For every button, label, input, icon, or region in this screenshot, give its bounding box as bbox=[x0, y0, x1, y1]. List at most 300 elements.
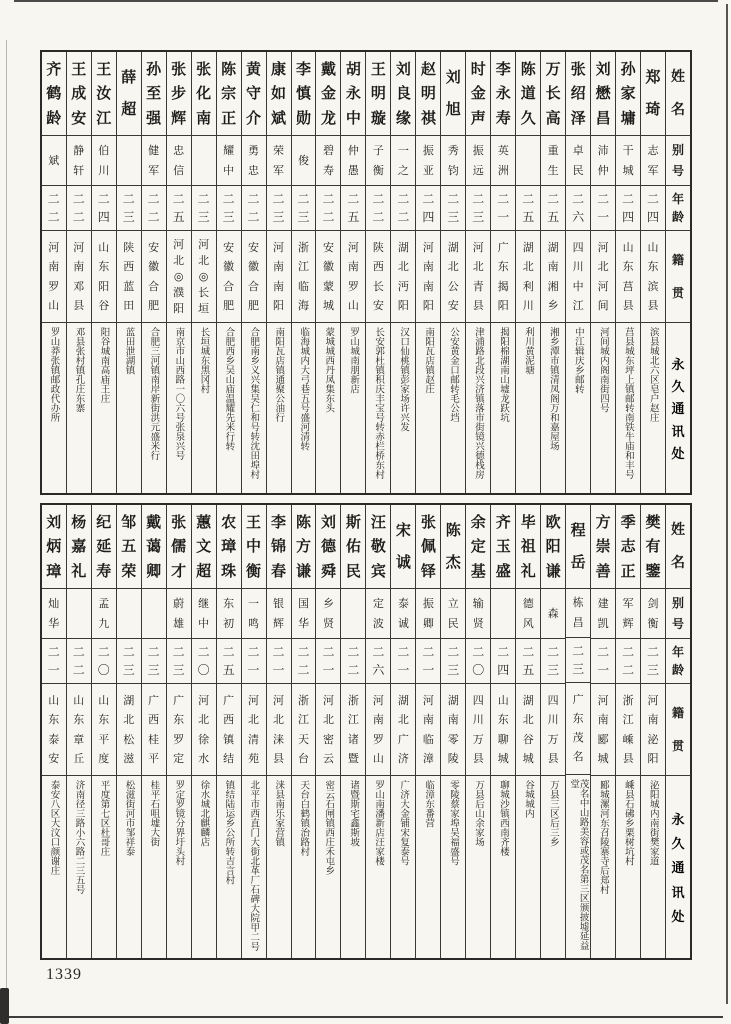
header-cell: 别 号 bbox=[666, 136, 690, 186]
address-cell: 广济大金铺宋复泰号 bbox=[398, 780, 410, 866]
age-cell: 二 三 bbox=[441, 186, 465, 231]
person-column bbox=[292, 505, 317, 958]
name-cell: 万 长 高 bbox=[541, 52, 565, 136]
age-cell: 二 一 bbox=[591, 639, 615, 684]
alias-cell: 卓 民 bbox=[566, 136, 590, 186]
age-cell: 二 一 bbox=[267, 639, 291, 684]
native-place-cell: 河 北 密 云 bbox=[316, 684, 340, 776]
alias-cell: 健 军 bbox=[142, 136, 166, 186]
age-cell: 二 一 bbox=[391, 639, 415, 684]
age-cell: 二 五 bbox=[341, 186, 365, 231]
person-column bbox=[416, 505, 441, 958]
age-cell: 二 一 bbox=[591, 186, 615, 231]
address-cell: 嵊县石砩乡栗树坑村 bbox=[622, 780, 634, 866]
alias-cell bbox=[142, 589, 166, 639]
age-cell: 二 六 bbox=[566, 186, 590, 231]
name-cell: 黄 守 介 bbox=[242, 52, 266, 136]
person-column bbox=[641, 52, 666, 493]
native-place-cell: 浙 江 嵊 县 bbox=[616, 684, 640, 776]
native-place-cell: 山 东 聊 城 bbox=[491, 684, 515, 776]
header-cell: 姓 名 bbox=[666, 52, 690, 136]
native-place-cell: 四 川 中 江 bbox=[566, 231, 590, 323]
address-cell: 邓县张村镇孔庄东寨 bbox=[73, 327, 85, 413]
address-cell: 镇结陆运乡公所转吉言村 bbox=[223, 780, 235, 885]
person-column bbox=[641, 505, 666, 958]
name-cell: 齐 玉 盛 bbox=[491, 505, 515, 589]
alias-cell: 耀 中 bbox=[217, 136, 241, 186]
name-cell: 戴 金 龙 bbox=[316, 52, 340, 136]
alias-cell: 仲 愚 bbox=[341, 136, 365, 186]
address-cell: 汉口仙桃镇彭家场许兴发 bbox=[398, 327, 410, 432]
person-column bbox=[616, 505, 641, 958]
person-column bbox=[566, 505, 591, 958]
age-cell: 二 三 bbox=[441, 639, 465, 684]
native-place-cell: 湖 北 谷 城 bbox=[516, 684, 540, 776]
native-place-cell: 河 南 罗 山 bbox=[341, 231, 365, 323]
person-column bbox=[416, 52, 441, 493]
person-column bbox=[466, 505, 491, 958]
person-column bbox=[192, 505, 217, 958]
age-cell: 二 五 bbox=[516, 639, 540, 684]
address-cell: 长安郭杜镇积庆丰宝号转赤栏桥东村 bbox=[373, 327, 385, 479]
person-column bbox=[616, 52, 641, 493]
age-cell: 二 二 bbox=[316, 186, 340, 231]
alias-cell: 孟 九 bbox=[92, 589, 116, 639]
person-column bbox=[117, 505, 142, 958]
age-cell: 二 三 bbox=[641, 639, 665, 684]
address-cell: 泰安八区大汶口颜谢庄 bbox=[48, 780, 60, 875]
alias-cell bbox=[117, 589, 141, 639]
native-place-cell: 湖 南 零 陵 bbox=[441, 684, 465, 776]
alias-cell: 斌 bbox=[42, 136, 66, 186]
age-cell: 二 〇 bbox=[92, 639, 116, 684]
native-place-cell: 河 南 南 阳 bbox=[416, 231, 440, 323]
alias-cell: 英 洲 bbox=[491, 136, 515, 186]
age-cell: 二 二 bbox=[616, 639, 640, 684]
native-place-cell: 河 北 徐 水 bbox=[192, 684, 216, 776]
native-place-cell: 山 东 章 丘 bbox=[67, 684, 91, 776]
person-column bbox=[217, 52, 242, 493]
name-cell: 刘 懋 昌 bbox=[591, 52, 615, 136]
age-cell: 二 二 bbox=[292, 639, 316, 684]
address-cell: 罗山南潘新店汪家楼 bbox=[373, 780, 385, 866]
address-cell: 罗山莽张镇邮政代办所 bbox=[48, 327, 60, 422]
alias-cell: 建 凯 bbox=[591, 589, 615, 639]
person-column bbox=[267, 505, 292, 958]
name-cell: 戴 蔼 卿 bbox=[142, 505, 166, 589]
native-place-cell: 湖 北 广 济 bbox=[391, 684, 415, 776]
alias-cell bbox=[491, 589, 515, 639]
address-cell: 揭阳棉湖南山墟龙跃坑 bbox=[497, 327, 509, 422]
address-cell: 罗山城南朋新店 bbox=[348, 327, 360, 394]
address-cell: 蓝田泄湖镇 bbox=[123, 327, 135, 375]
alias-cell: 伯 川 bbox=[92, 136, 116, 186]
registry-table-bottom bbox=[40, 503, 692, 960]
page-number: 1339 bbox=[46, 966, 82, 983]
address-cell: 临漳东番营 bbox=[423, 780, 435, 828]
alias-cell: 输 贤 bbox=[466, 589, 490, 639]
address-cell: 合肥西乡吴山庙温耀先米行转 bbox=[223, 327, 235, 451]
person-column bbox=[341, 505, 366, 958]
age-cell: 二 三 bbox=[292, 186, 316, 231]
person-column bbox=[316, 505, 341, 958]
native-place-cell: 河 北 涞 县 bbox=[267, 684, 291, 776]
native-place-cell: 河 南 临 漳 bbox=[416, 684, 440, 776]
alias-cell: 沛 仲 bbox=[591, 136, 615, 186]
person-column bbox=[142, 505, 167, 958]
address-cell: 济南径三路小六路二三五号 bbox=[73, 780, 85, 894]
person-column bbox=[591, 505, 616, 958]
native-place-cell: 湖 南 湘 乡 bbox=[541, 231, 565, 323]
person-column bbox=[366, 505, 391, 958]
scan-artifact-left-edge bbox=[6, 40, 7, 990]
alias-cell: 秀 钧 bbox=[441, 136, 465, 186]
age-cell: 二 五 bbox=[516, 186, 540, 231]
name-cell: 邹 五 荣 bbox=[117, 505, 141, 589]
native-place-cell: 山 东 泰 安 bbox=[42, 684, 66, 776]
name-cell: 张 化 南 bbox=[192, 52, 216, 136]
name-cell: 时 金 声 bbox=[466, 52, 490, 136]
native-place-cell: 河 南 邓 县 bbox=[67, 231, 91, 323]
person-column bbox=[42, 505, 67, 958]
name-cell: 薛 超 bbox=[117, 52, 141, 136]
address-cell: 蒙城城西丹凤集东头 bbox=[323, 327, 335, 413]
age-cell: 二 二 bbox=[142, 186, 166, 231]
scan-artifact-bottom-edge bbox=[8, 1016, 723, 1018]
name-cell: 康 如 斌 bbox=[267, 52, 291, 136]
name-cell: 余 定 基 bbox=[466, 505, 490, 589]
alias-cell bbox=[341, 589, 365, 639]
name-cell: 程 岳 bbox=[566, 505, 590, 589]
alias-cell: 剑 衡 bbox=[641, 589, 665, 639]
header-cell: 年 龄 bbox=[666, 186, 690, 231]
person-column bbox=[316, 52, 341, 493]
native-place-cell: 山 东 莒 县 bbox=[616, 231, 640, 323]
native-place-cell: 山 东 阳 谷 bbox=[92, 231, 116, 323]
person-column bbox=[441, 505, 466, 958]
name-cell: 汪 敬 宾 bbox=[366, 505, 390, 589]
name-cell: 季 志 正 bbox=[616, 505, 640, 589]
age-cell: 二 三 bbox=[267, 186, 291, 231]
name-cell: 刘 德 舜 bbox=[316, 505, 340, 589]
name-cell: 赵 明 祺 bbox=[416, 52, 440, 136]
age-cell: 二 四 bbox=[491, 639, 515, 684]
person-column bbox=[142, 52, 167, 493]
person-column bbox=[92, 505, 117, 958]
age-cell: 二 六 bbox=[366, 639, 390, 684]
registry-table-top bbox=[40, 50, 692, 495]
name-cell: 纪 延 寿 bbox=[92, 505, 116, 589]
alias-cell: 一 鸣 bbox=[242, 589, 266, 639]
address-cell: 合肥南乡义兴集吴仁和号转沈田埠村 bbox=[248, 327, 260, 479]
address-cell: 河间城内阁南街四号 bbox=[597, 327, 609, 413]
name-cell: 郑 琦 bbox=[641, 52, 665, 136]
person-column bbox=[366, 52, 391, 493]
name-cell: 陈 道 久 bbox=[516, 52, 540, 136]
name-cell: 刘 良 缘 bbox=[391, 52, 415, 136]
age-cell: 二 二 bbox=[341, 639, 365, 684]
name-cell: 斯 佑 民 bbox=[341, 505, 365, 589]
person-column bbox=[591, 52, 616, 493]
age-cell: 二 二 bbox=[67, 186, 91, 231]
native-place-cell: 河 北 河 间 bbox=[591, 231, 615, 323]
name-cell: 王 中 衡 bbox=[242, 505, 266, 589]
alias-cell: 灿 华 bbox=[42, 589, 66, 639]
name-cell: 张 儒 才 bbox=[167, 505, 191, 589]
name-cell: 王 明 璇 bbox=[366, 52, 390, 136]
person-column bbox=[242, 505, 267, 958]
age-cell: 二 三 bbox=[117, 186, 141, 231]
address-cell: 津浦路北段兴济镇落市街镜兴德栈房 bbox=[473, 327, 485, 479]
address-cell: 南阳瓦店镇通聚公油行 bbox=[273, 327, 285, 422]
name-cell: 齐 鹤 龄 bbox=[42, 52, 66, 136]
age-cell: 二 四 bbox=[416, 186, 440, 231]
address-cell: 密云石闸镇西庄禾屯乡 bbox=[323, 780, 335, 875]
address-cell: 泌阳城内南街樊家道 bbox=[647, 780, 659, 866]
header-cell: 别 号 bbox=[666, 589, 690, 639]
alias-cell: 继 中 bbox=[192, 589, 216, 639]
person-column bbox=[541, 505, 566, 958]
age-cell: 二 三 bbox=[566, 638, 590, 683]
person-column bbox=[466, 52, 491, 493]
age-cell: 二 五 bbox=[541, 186, 565, 231]
alias-cell: 国 华 bbox=[292, 589, 316, 639]
person-column bbox=[242, 52, 267, 493]
name-cell: 杨 嘉 礼 bbox=[67, 505, 91, 589]
person-column bbox=[67, 505, 92, 958]
scan-artifact-top-edge bbox=[14, 0, 718, 2]
native-place-cell: 河 南 泌 阳 bbox=[641, 684, 665, 776]
name-cell: 胡 永 中 bbox=[341, 52, 365, 136]
person-column bbox=[267, 52, 292, 493]
native-place-cell: 湖 北 利 川 bbox=[516, 231, 540, 323]
native-place-cell: 浙 江 临 海 bbox=[292, 231, 316, 323]
alias-cell: 银 辉 bbox=[267, 589, 291, 639]
address-cell: 合肥三河镇南岸新街洪元盛米行 bbox=[148, 327, 160, 460]
age-cell: 二 二 bbox=[242, 186, 266, 231]
native-place-cell: 安 徽 合 肥 bbox=[242, 231, 266, 323]
scan-artifact-corner-blob bbox=[0, 988, 9, 1024]
age-cell: 二 三 bbox=[217, 186, 241, 231]
alias-cell: 振 远 bbox=[466, 136, 490, 186]
age-cell: 二 三 bbox=[192, 186, 216, 231]
native-place-cell: 河 北 ◎ 长 垣 bbox=[192, 231, 216, 323]
name-cell: 蕙 文 超 bbox=[192, 505, 216, 589]
person-column bbox=[441, 52, 466, 493]
address-cell: 阳谷城南高庙王庄 bbox=[98, 327, 110, 403]
header-cell: 籍 贯 bbox=[666, 684, 690, 776]
native-place-cell: 湖 北 沔 阳 bbox=[391, 231, 415, 323]
name-cell: 张 步 辉 bbox=[167, 52, 191, 136]
name-cell: 李 永 寿 bbox=[491, 52, 515, 136]
native-place-cell: 浙 江 天 台 bbox=[292, 684, 316, 776]
native-place-cell: 湖 北 松 滋 bbox=[117, 684, 141, 776]
native-place-cell: 河 南 罗 山 bbox=[42, 231, 66, 323]
person-column bbox=[391, 52, 416, 493]
age-cell: 二 三 bbox=[117, 639, 141, 684]
scan-artifact-right-edge bbox=[726, 4, 728, 1004]
person-column bbox=[516, 52, 541, 493]
age-cell: 二 三 bbox=[541, 639, 565, 684]
name-cell: 刘 旭 bbox=[441, 52, 465, 136]
native-place-cell: 山 东 平 度 bbox=[92, 684, 116, 776]
address-cell: 诸暨斯宅鑫斯坡 bbox=[348, 780, 360, 847]
age-cell: 二 四 bbox=[616, 186, 640, 231]
person-column bbox=[117, 52, 142, 493]
age-cell: 二 四 bbox=[641, 186, 665, 231]
age-cell: 二 二 bbox=[42, 186, 66, 231]
address-cell: 聊城沙镇西南齐楼 bbox=[497, 780, 509, 856]
alias-cell: 静 轩 bbox=[67, 136, 91, 186]
age-cell: 二 一 bbox=[416, 639, 440, 684]
person-column bbox=[217, 505, 242, 958]
address-cell: 莒县城东坪上镇邮转南铁牛庙和丰号 bbox=[622, 327, 634, 479]
address-cell: 临海城内大弓巷五号盛河清转 bbox=[298, 327, 310, 451]
name-cell: 陈 杰 bbox=[441, 505, 465, 589]
name-cell: 宋 诚 bbox=[391, 505, 415, 589]
person-column bbox=[541, 52, 566, 493]
native-place-cell: 河 南 罗 山 bbox=[366, 684, 390, 776]
name-cell: 樊 有 鑒 bbox=[641, 505, 665, 589]
age-cell: 二 二 bbox=[366, 186, 390, 231]
person-column bbox=[292, 52, 317, 493]
native-place-cell: 河 北 ◎ 濮 阳 bbox=[167, 231, 191, 323]
age-cell: 二 一 bbox=[42, 639, 66, 684]
native-place-cell: 广 西 桂 平 bbox=[142, 684, 166, 776]
alias-cell: 振 亚 bbox=[416, 136, 440, 186]
person-column bbox=[341, 52, 366, 493]
address-cell: 滨县城北六区皂户赵庄 bbox=[647, 327, 659, 422]
header-cell: 籍 贯 bbox=[666, 231, 690, 323]
alias-cell: 立 民 bbox=[441, 589, 465, 639]
alias-cell: 定 波 bbox=[366, 589, 390, 639]
age-cell: 二 〇 bbox=[466, 639, 490, 684]
address-cell: 万县三区后三乡 bbox=[547, 780, 559, 847]
name-cell: 孙 至 强 bbox=[142, 52, 166, 136]
native-place-cell: 广 东 罗 定 bbox=[167, 684, 191, 776]
header-cell: 年 龄 bbox=[666, 639, 690, 684]
person-column bbox=[167, 505, 192, 958]
age-cell: 二 一 bbox=[491, 186, 515, 231]
age-cell: 二 三 bbox=[167, 639, 191, 684]
name-cell: 陈 宗 正 bbox=[217, 52, 241, 136]
name-cell: 王 汝 江 bbox=[92, 52, 116, 136]
native-place-cell: 河 南 郾 城 bbox=[591, 684, 615, 776]
age-cell: 二 五 bbox=[217, 639, 241, 684]
native-place-cell: 广 东 揭 阳 bbox=[491, 231, 515, 323]
alias-cell bbox=[516, 136, 540, 186]
alias-cell: 森 bbox=[541, 589, 565, 639]
alias-cell: 振 卿 bbox=[416, 589, 440, 639]
address-cell: 平度第七区杜哥庄 bbox=[98, 780, 110, 856]
alias-cell: 泰 诚 bbox=[391, 589, 415, 639]
address-cell: 公安黄金口邮转毛公垱 bbox=[448, 327, 460, 422]
person-column bbox=[67, 52, 92, 493]
name-cell: 张 佩 铎 bbox=[416, 505, 440, 589]
alias-cell: 志 军 bbox=[641, 136, 665, 186]
header-column bbox=[666, 52, 690, 493]
address-cell: 中江辑庆乡邮转 bbox=[572, 327, 584, 394]
native-place-cell: 安 徽 蒙 城 bbox=[316, 231, 340, 323]
alias-cell: 荣 军 bbox=[267, 136, 291, 186]
alias-cell: 重 生 bbox=[541, 136, 565, 186]
age-cell: 二 二 bbox=[391, 186, 415, 231]
native-place-cell: 广 西 镇 结 bbox=[217, 684, 241, 776]
alias-cell: 勇 忠 bbox=[242, 136, 266, 186]
alias-cell: 忠 信 bbox=[167, 136, 191, 186]
native-place-cell: 安 徽 合 肥 bbox=[142, 231, 166, 323]
address-cell: 利川黄泥塘 bbox=[522, 327, 534, 375]
alias-cell: 德 风 bbox=[516, 589, 540, 639]
person-column bbox=[192, 52, 217, 493]
age-cell: 二 三 bbox=[466, 186, 490, 231]
person-column bbox=[391, 505, 416, 958]
name-cell: 陈 方 谦 bbox=[292, 505, 316, 589]
native-place-cell: 四 川 万 县 bbox=[466, 684, 490, 776]
header-cell: 姓 名 bbox=[666, 505, 690, 589]
name-cell: 李 锦 春 bbox=[267, 505, 291, 589]
alias-cell bbox=[67, 589, 91, 639]
address-cell: 松滋街河市邹祥泰 bbox=[123, 780, 135, 856]
alias-cell: 蔚 雄 bbox=[167, 589, 191, 639]
address-cell: 涞县南乐家营镇 bbox=[273, 780, 285, 847]
name-cell: 刘 炳 璋 bbox=[42, 505, 66, 589]
name-cell: 孙 家 墉 bbox=[616, 52, 640, 136]
native-place-cell: 广 东 茂 名 bbox=[566, 683, 590, 775]
name-cell: 毕 祖 礼 bbox=[516, 505, 540, 589]
alias-cell: 一 之 bbox=[391, 136, 415, 186]
person-column bbox=[92, 52, 117, 493]
age-cell: 二 〇 bbox=[192, 639, 216, 684]
alias-cell bbox=[117, 136, 141, 186]
name-cell: 李 慎 勋 bbox=[292, 52, 316, 136]
alias-cell: 东 初 bbox=[217, 589, 241, 639]
alias-cell: 栋 昌 bbox=[566, 589, 590, 639]
alias-cell: 碧 寿 bbox=[316, 136, 340, 186]
native-place-cell: 河 北 青 县 bbox=[466, 231, 490, 323]
address-cell: 长垣城东黑冈村 bbox=[198, 327, 210, 394]
alias-cell: 军 辉 bbox=[616, 589, 640, 639]
native-place-cell: 四 川 万 县 bbox=[541, 684, 565, 776]
native-place-cell: 浙 江 诸 暨 bbox=[341, 684, 365, 776]
header-cell: 永 久 通 讯 处 bbox=[671, 358, 685, 462]
address-cell: 湘乡潭市镇清凤阁万和嘉屋场 bbox=[547, 327, 559, 451]
address-cell: 零陵蔡家埠吴福盛号 bbox=[448, 780, 460, 866]
age-cell: 二 四 bbox=[92, 186, 116, 231]
name-cell: 张 绍 泽 bbox=[566, 52, 590, 136]
address-cell: 谷城城内 bbox=[522, 780, 534, 818]
alias-cell: 俊 bbox=[292, 136, 316, 186]
address-cell: 天台白鹤镇治路村 bbox=[298, 780, 310, 856]
address-cell: 茂名中山路美容或茂名第三区颁披墟延益堂 bbox=[568, 778, 589, 950]
native-place-cell: 湖 北 公 安 bbox=[441, 231, 465, 323]
person-column bbox=[516, 505, 541, 958]
address-cell: 郾城漯河东召陵寨寺后郑村 bbox=[597, 780, 609, 894]
alias-cell bbox=[192, 136, 216, 186]
age-cell: 二 二 bbox=[67, 639, 91, 684]
name-cell: 方 崇 善 bbox=[591, 505, 615, 589]
age-cell: 二 五 bbox=[167, 186, 191, 231]
header-cell: 永 久 通 讯 处 bbox=[671, 813, 685, 925]
address-cell: 北平市西直门大街北革厂石碑大院甲二号 bbox=[248, 780, 260, 951]
address-cell: 桂平石咀墟大街 bbox=[148, 780, 160, 847]
alias-cell: 干 城 bbox=[616, 136, 640, 186]
native-place-cell: 陕 西 长 安 bbox=[366, 231, 390, 323]
native-place-cell: 安 徽 合 肥 bbox=[217, 231, 241, 323]
address-cell: 南阳瓦店镇赵庄 bbox=[423, 327, 435, 394]
person-column bbox=[42, 52, 67, 493]
alias-cell: 子 衡 bbox=[366, 136, 390, 186]
